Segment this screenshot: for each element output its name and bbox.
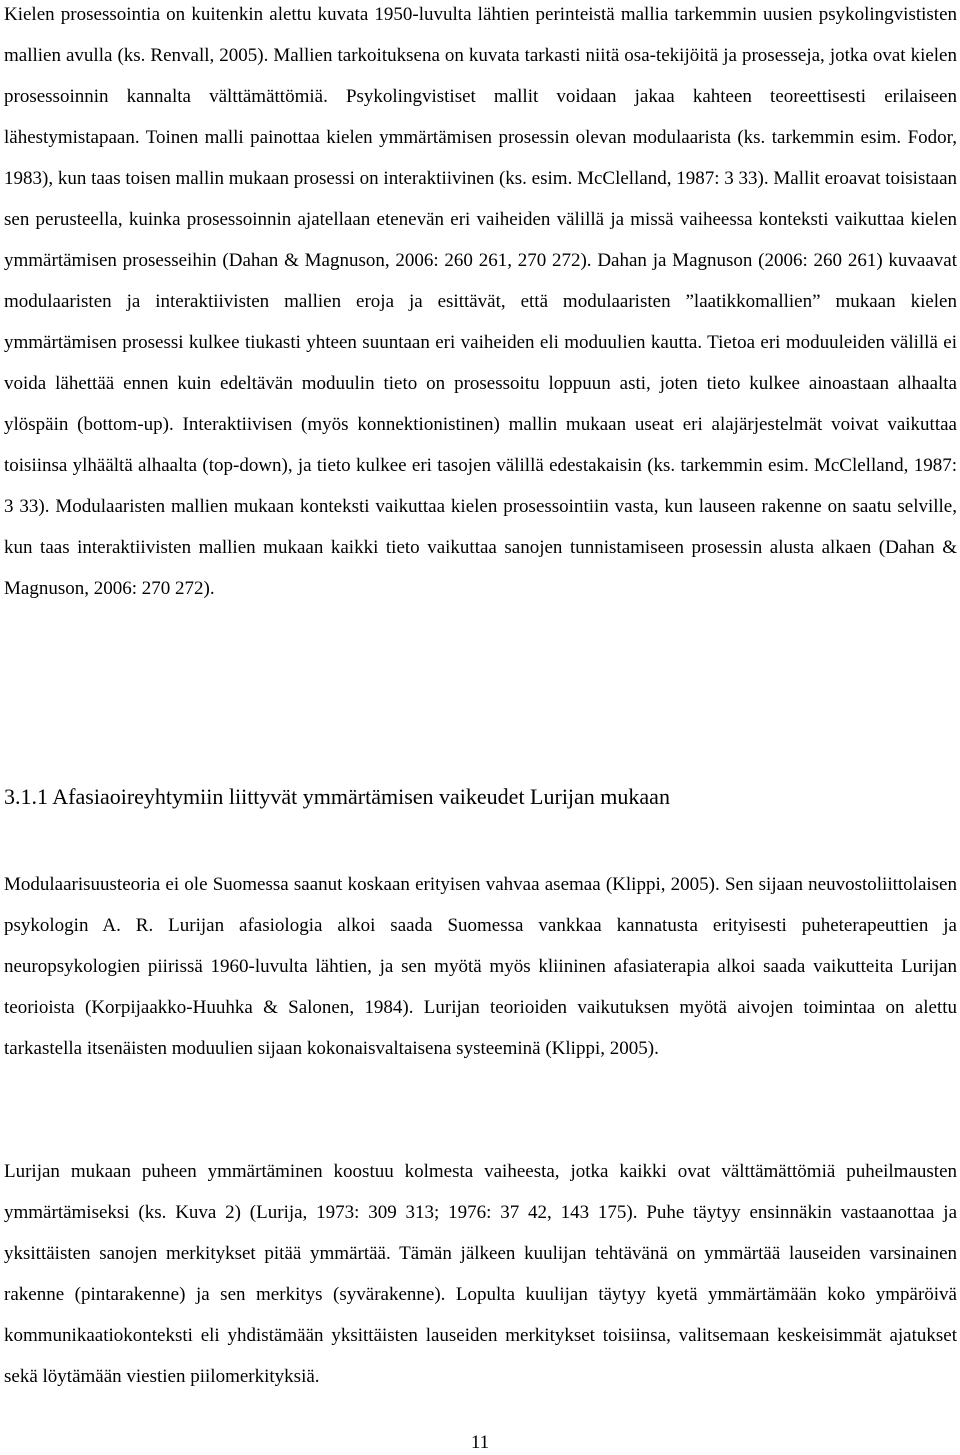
body-paragraph: Kielen prosessointia on kuitenkin alettu kuvata 1950-luvulta lähtien perinteistä mallia tarkemmin uusien psykolingvististen mallien avulla (ks. Renvall, 2005). Mallien tarkoituksena on kuvata tarkasti niitä osa-tekijöitä ja prosesseja, jotka ovat kielen prosessoinnin kannalta välttämättömiä. Psykolingvistiset mallit voidaan jakaa kahteen teoreettisesti erilaiseen lähestymistapaan. Toinen malli painottaa kielen ymmärtämisen prosessin olevan modulaarista (ks. tarkemmin esim. Fodor, 1983), kun taas toisen mallin mukaan prosessi on interaktiivinen (ks. esim. McClelland, 1987: 3 33). Mallit eroavat toisistaan sen perusteella, kuinka prosessoinnin ajatellaan etenevän eri vaiheiden välillä ja missä vaiheessa konteksti vaikuttaa kielen ymmärtämisen prosesseihin (Dahan & Magnuson, 2006: 260 261, 270 272). Dahan ja Magnuson (2006: 260 261) kuvaavat modulaaristen ja interaktiivisten mallien eroja ja esittävät, että modulaaristen ”laatikkomallien” mukaan kielen ymmärtämisen prosessi kulkee tiukasti yhteen suuntaan eri vaiheiden eli moduulien kautta. Tietoa eri moduuleiden välillä ei voida lähettää ennen kuin edeltävän moduulin tieto on prosessoitu loppuun asti, joten tieto kulkee ainoastaan alhaalta ylöspäin (bottom-up). Interaktiivisen (myös konnektionistinen) mallin mukaan useat eri alajärjestelmät voivat vaikuttaa toisiinsa ylhäältä alhaalta (top-down), ja tieto kulkee eri tasojen välillä edestakaisin (ks. tarkemmin esim. McClelland, 1987: 3 33). Modulaaristen mallien mukaan konteksti vaikuttaa kielen prosessointiin vasta, kun lauseen rakenne on saatu selville, kun taas interaktiivisten mallien mukaan kaikki tieto vaikuttaa sanojen tunnistamiseen prosessin alusta alkaen (Dahan & Magnuson, 2006: 270 272). — [4, 4, 957, 599]
body-paragraph: Lurijan mukaan puheen ymmärtäminen koostuu kolmesta vaiheesta, jotka kaikki ovat välttämättömiä puheilmausten ymmärtämiseksi (ks. Kuva 2) (Lurija, 1973: 309 313; 1976: 37 42, 143 175). Puhe täytyy ensinnäkin vastaanottaa ja yksittäisten sanojen merkitykset pitää ymmärtää. Tämän jälkeen kuulijan tehtävänä on ymmärtää lauseiden varsinainen rakenne (pintarakenne) ja sen merkitys (syvärakenne). Lopulta kuulijan täytyy kyetä ymmärtämään koko ympäröivä kommunikaatiokonteksti eli yhdistämään yksittäisten lauseiden merkitykset toisiinsa, valitsemaan keskeisimmät ajatukset sekä löytämään viestien piilomerkityksiä. — [4, 1161, 957, 1387]
section-heading: 3.1.1 Afasiaoireyhtymiin liittyvät ymmärtämisen vaikeudet Lurijan mukaan — [4, 784, 670, 809]
body-paragraph: Modulaarisuusteoria ei ole Suomessa saanut koskaan erityisen vahvaa asemaa (Klippi, 2005). Sen sijaan neuvostoliittolaisen psykologin A. R. Lurijan afasiologia alkoi saada Suomessa vankkaa kannatusta erityisesti puheterapeuttien ja neuropsykologien piirissä 1960-luvulta lähtien, ja sen myötä myös kliininen afasiaterapia alkoi saada vaikutteita Lurijan teorioista (Korpijaakko-Huuhka & Salonen, 1984). Lurijan teorioiden vaikutuksen myötä aivojen toimintaa on alettu tarkastella itsenäisten moduulien sijaan kokonaisvaltaisena systeeminä (Klippi, 2005). — [4, 874, 957, 1059]
page-number: 11 — [470, 1432, 490, 1453]
